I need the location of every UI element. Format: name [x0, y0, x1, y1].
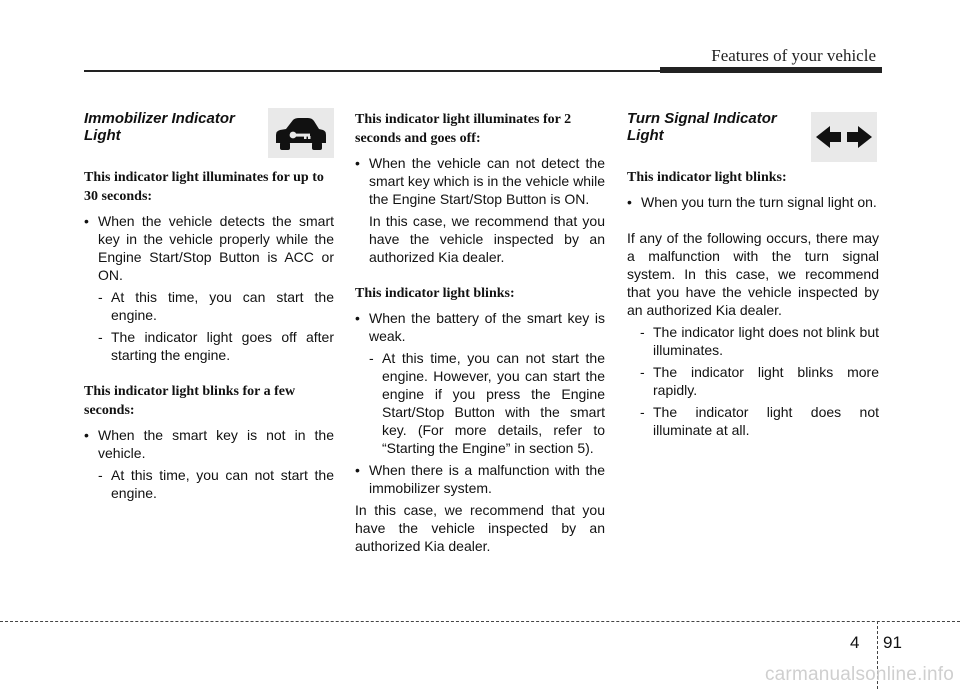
title-line: Light: [627, 127, 664, 144]
title-line: Turn Signal Indicator: [627, 110, 777, 127]
paragraph: If any of the following occurs, there may a malfunction with the turn signal system. In this case, we recommend that you have the vehicle inspected by an authorized Kia dealer.: [627, 230, 879, 318]
list-sub-item: [84, 466, 334, 502]
list-sub-item: [627, 403, 879, 439]
title-line: Immobilizer Indicator: [84, 110, 235, 127]
page-number: 91: [883, 633, 902, 652]
list-item: [84, 212, 334, 284]
list-item: [84, 426, 334, 462]
list-item: [355, 309, 605, 345]
watermark: carmanualsonline.info: [764, 664, 954, 685]
paragraph: This indicator light illuminates for up to 30 seconds:: [84, 170, 324, 204]
dash-icon: -: [640, 324, 645, 340]
dash-icon: -: [98, 467, 103, 483]
turn-signal-arrows-icon: [811, 112, 877, 162]
paragraph: This indicator light blinks:: [355, 286, 515, 301]
column-smart-key: [355, 110, 605, 559]
bullet-icon: •: [84, 213, 89, 229]
turn-signal-section-title: [627, 110, 802, 144]
dash-icon: -: [98, 329, 103, 345]
list-item-text: When the smart key is not in the vehicle.: [98, 427, 334, 461]
list-item-text: When there is a malfunction with the immobilizer system.: [369, 462, 605, 496]
dash-icon: -: [369, 350, 374, 366]
list-sub-item: [627, 363, 879, 399]
list-sub-item: [84, 328, 334, 364]
list-item-text: The indicator light does not blink but illuminates.: [653, 324, 879, 358]
paragraph: This indicator light illuminates for 2 seconds and goes off:: [355, 112, 572, 146]
chapter-number: 4: [850, 633, 860, 652]
list-sub-item: [627, 323, 879, 359]
list-item-continuation: In this case, we recommend that you have the vehicle inspected by an authorized Kia dealer.: [369, 213, 605, 265]
footer-rule: [0, 621, 960, 622]
list-item: [355, 461, 605, 497]
immobilizer-car-key-icon: [268, 108, 334, 158]
list-item-text: The indicator light goes off after starting the engine.: [111, 329, 334, 363]
list-sub-item: [84, 288, 334, 324]
list-item-text: When the battery of the smart key is weak.: [369, 310, 605, 344]
bullet-icon: •: [355, 155, 360, 171]
list-item-text: When the vehicle detects the smart key in the vehicle properly while the Engine Start/Stop Button is ACC or ON.: [98, 213, 334, 283]
dash-icon: -: [640, 404, 645, 420]
immobilizer-section-title: [84, 110, 259, 144]
list-item-text: The indicator light does not illuminate at all.: [653, 404, 879, 438]
paragraph: In this case, we recommend that you have the vehicle inspected by an authorized Kia dealer.: [355, 502, 605, 554]
list-item-text: At this time, you can not start the engine.: [111, 467, 334, 501]
bullet-icon: •: [355, 462, 360, 478]
bullet-icon: •: [627, 194, 632, 210]
header-rule-accent: [660, 67, 882, 73]
paragraph: This indicator light blinks:: [627, 170, 787, 185]
dash-icon: -: [640, 364, 645, 380]
list-item: [627, 193, 879, 211]
list-item-text: When you turn the turn signal light on.: [641, 194, 877, 210]
title-line: Light: [84, 127, 121, 144]
dash-icon: -: [98, 289, 103, 305]
column-immobilizer: [84, 110, 334, 506]
list-item-text: At this time, you can not start the engine. However, you can start the engine if you press the Engine Start/Stop Button with the smart key. (For more details, refer to “Starting the Engine” in section 5).: [382, 350, 605, 456]
column-turn-signal: [627, 110, 879, 443]
paragraph: This indicator light blinks for a few seconds:: [84, 384, 296, 418]
list-sub-item: [355, 349, 605, 457]
bullet-icon: •: [84, 427, 89, 443]
list-item-text: The indicator light blinks more rapidly.: [653, 364, 879, 398]
section-header-title: Features of your vehicle: [711, 46, 876, 65]
list-item-text: At this time, you can start the engine.: [111, 289, 334, 323]
list-item: [355, 154, 605, 208]
list-item-text: When the vehicle can not detect the smart key which is in the vehicle while the Engine Start/Stop Button is ON.: [369, 155, 605, 207]
bullet-icon: •: [355, 310, 360, 326]
